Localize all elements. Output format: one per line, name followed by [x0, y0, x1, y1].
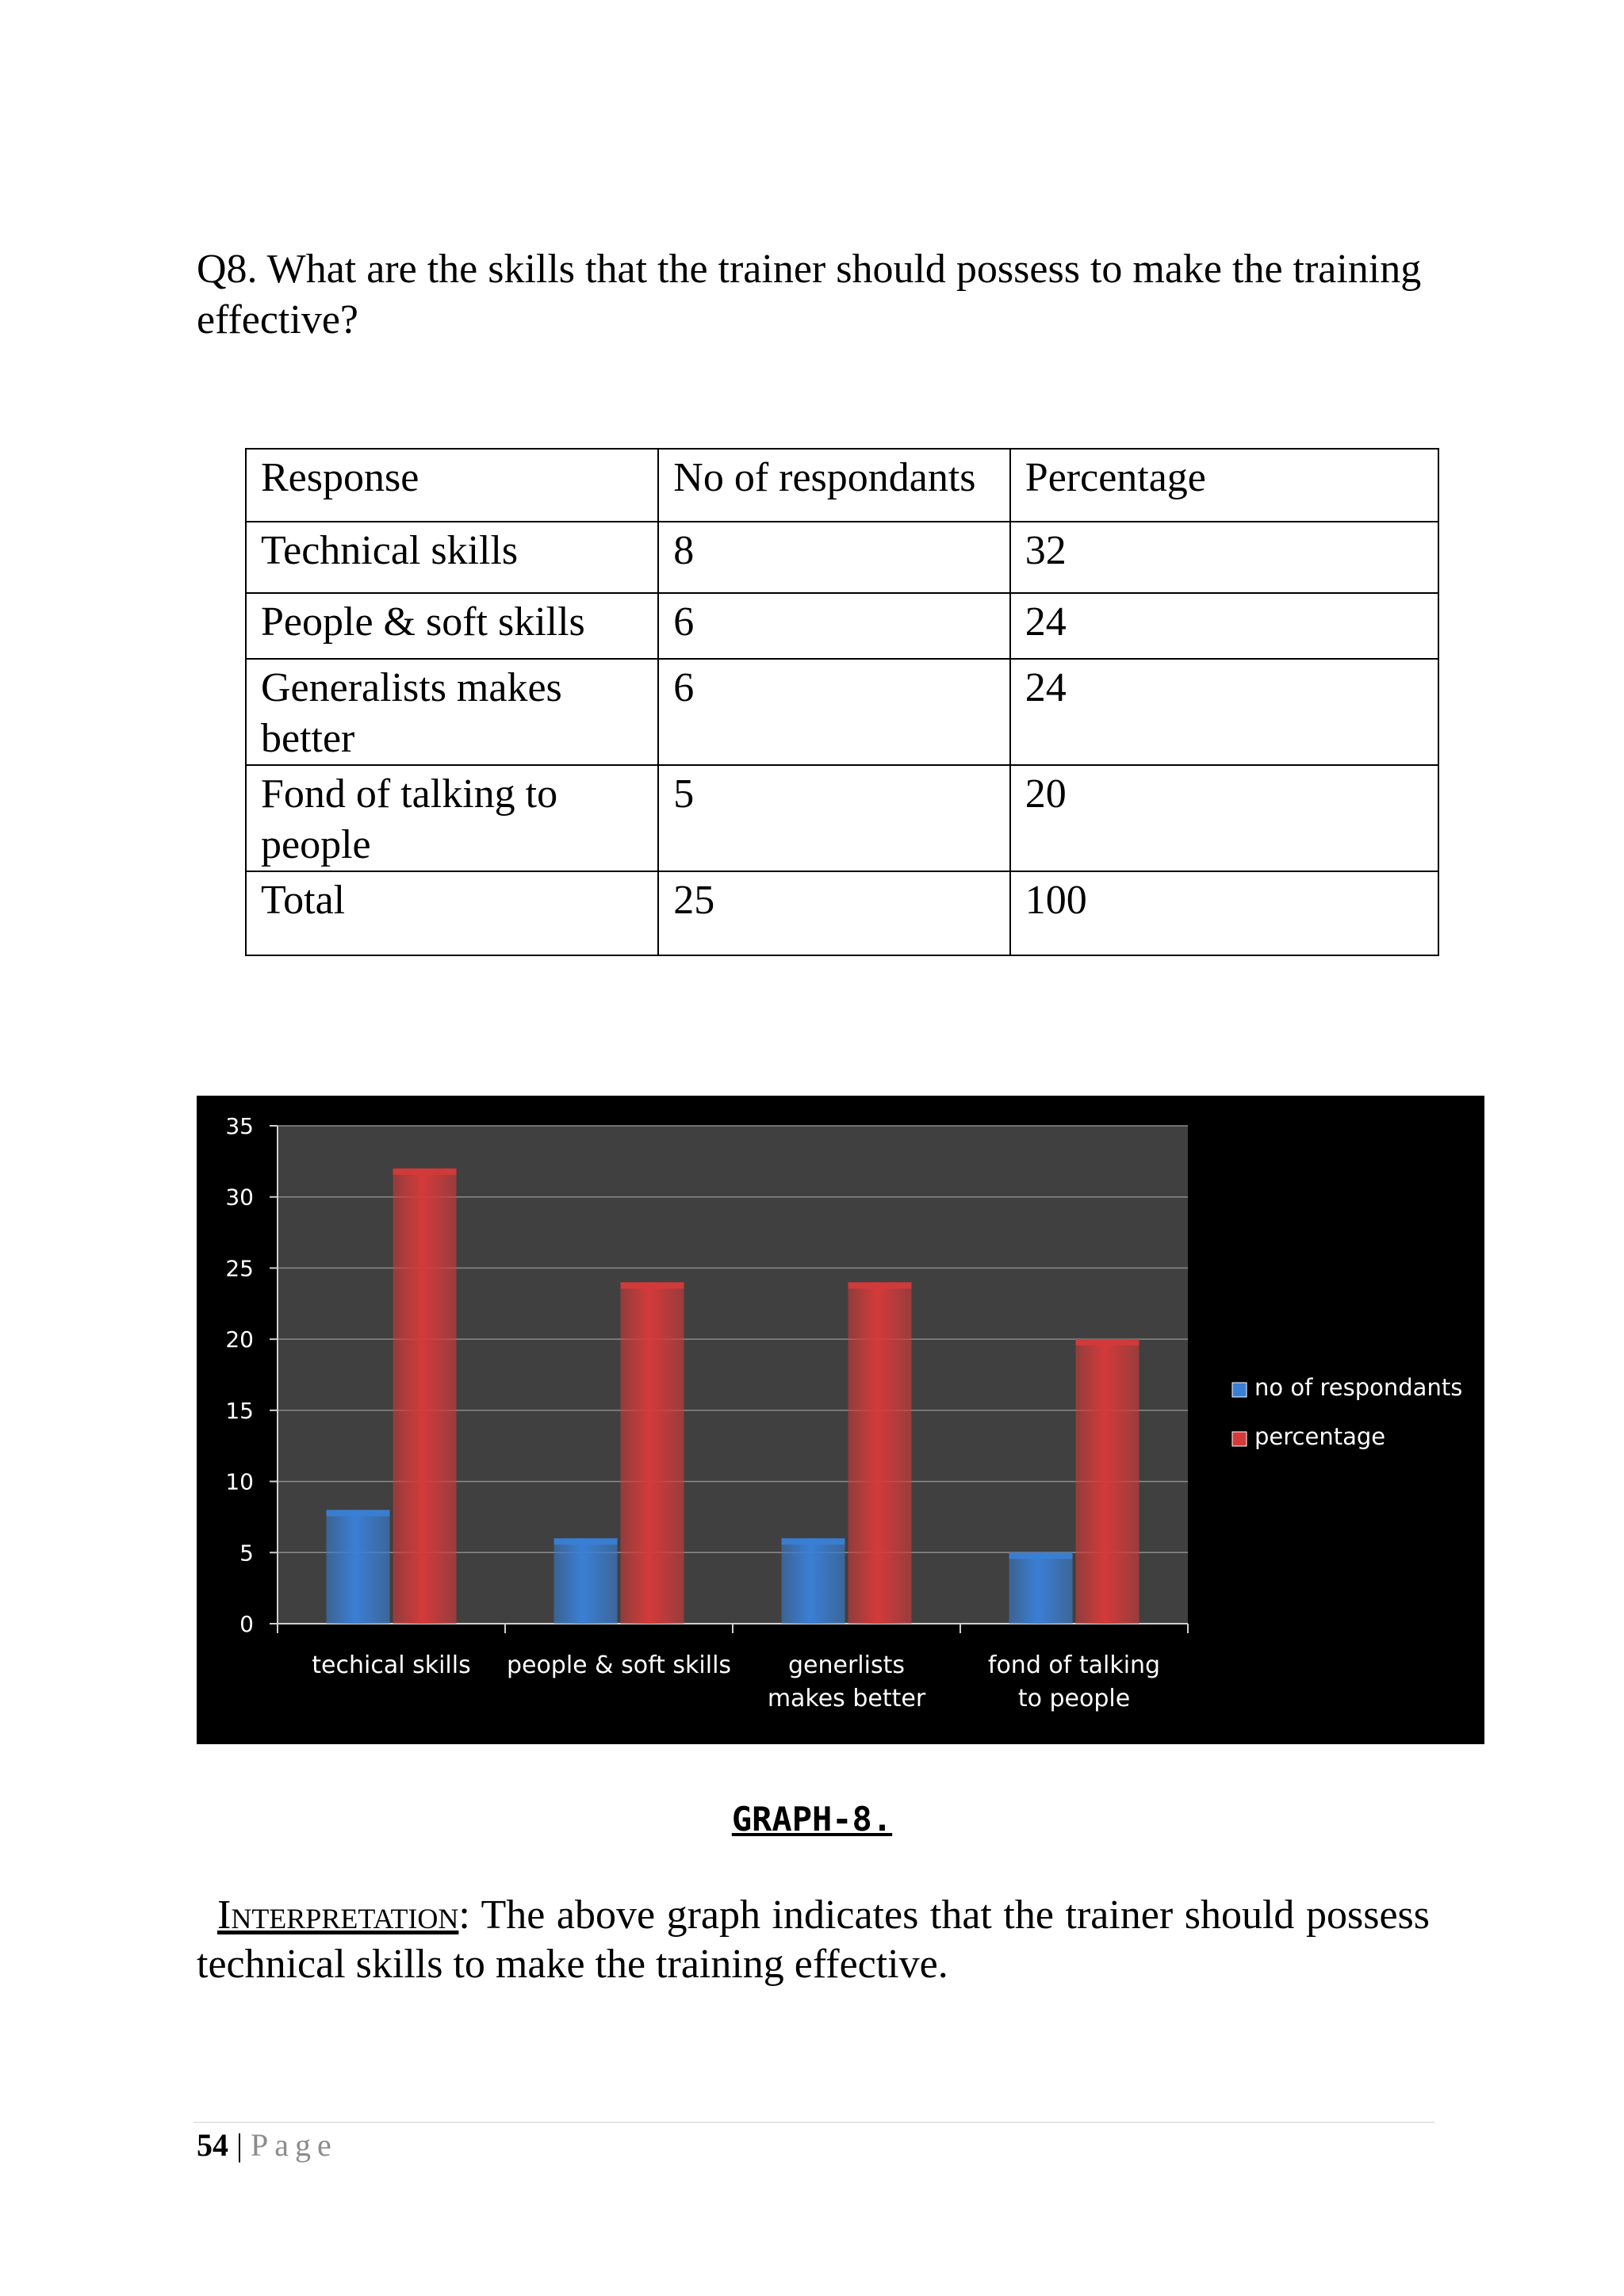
bar-percentage: [393, 1169, 457, 1624]
y-tick-label: 10: [225, 1468, 254, 1495]
cell-count: 5: [658, 765, 1010, 871]
bar-top-highlight: [1009, 1552, 1073, 1559]
y-tick-label: 15: [225, 1397, 254, 1424]
x-category-label: to people: [1017, 1685, 1131, 1712]
cell-count: 25: [658, 871, 1010, 955]
bar-top-highlight: [1076, 1339, 1139, 1345]
cell-count: 6: [658, 659, 1010, 765]
bar-percentage: [1076, 1339, 1139, 1624]
table-row: [246, 659, 1438, 765]
legend-swatch: [1232, 1383, 1247, 1397]
chart-svg: [197, 1096, 1484, 1744]
header-percentage: Percentage: [1010, 449, 1438, 522]
cell-response: Fond of talking to people: [246, 765, 658, 871]
y-tick-label: 5: [239, 1540, 254, 1567]
table-row: [246, 522, 1438, 593]
y-tick-label: 25: [225, 1255, 254, 1282]
cell-percentage: 24: [1010, 659, 1438, 765]
y-tick-label: 20: [225, 1326, 254, 1353]
page-label: Page: [251, 2127, 338, 2163]
bar-percentage: [848, 1282, 912, 1624]
question-text: Q8. What are the skills that the trainer should possess to make the training effective?: [197, 247, 1422, 342]
bar-percentage: [621, 1282, 684, 1624]
cell-percentage: 32: [1010, 522, 1438, 593]
y-tick-label: 0: [239, 1611, 254, 1637]
bar-chart: [197, 1096, 1484, 1744]
x-category-label: makes better: [767, 1685, 926, 1712]
footer-divider: [193, 2122, 1434, 2123]
header-response: Response: [246, 449, 658, 522]
bar-top-highlight: [554, 1538, 618, 1544]
table-total-row: [246, 871, 1438, 955]
table-header-row: [246, 449, 1438, 522]
y-tick-label: 30: [225, 1184, 254, 1211]
table-row: [246, 593, 1438, 659]
y-tick-label: 35: [225, 1113, 254, 1139]
header-respondants: No of respondants: [658, 449, 1010, 522]
graph-caption: GRAPH-8.: [731, 1800, 893, 1839]
bar-top-highlight: [327, 1510, 390, 1516]
cell-response: Generalists makes better: [246, 659, 658, 765]
bar-top-highlight: [782, 1538, 845, 1544]
bar-respondants: [782, 1538, 845, 1624]
bar-respondants: [1009, 1552, 1073, 1624]
interpretation-lead: Interpretation: [217, 1892, 459, 1938]
table-row: [246, 765, 1438, 871]
cell-count: 8: [658, 522, 1010, 593]
cell-response: Total: [246, 871, 658, 955]
x-category-label: generlists: [788, 1651, 905, 1679]
legend-swatch: [1232, 1432, 1247, 1446]
interpretation-text: : The above graph indicates that the trainer should possess technical skills to make the training effective.: [197, 1892, 1430, 1987]
cell-percentage: 100: [1010, 871, 1438, 955]
footer-separator: |: [228, 2127, 251, 2163]
bar-top-highlight: [621, 1282, 684, 1288]
cell-response: People & soft skills: [246, 593, 658, 659]
bar-respondants: [554, 1538, 618, 1624]
bar-top-highlight: [848, 1282, 912, 1288]
cell-percentage: 24: [1010, 593, 1438, 659]
response-table: [245, 448, 1439, 956]
x-category-label: people & soft skills: [506, 1651, 732, 1679]
cell-response: Technical skills: [246, 522, 658, 593]
bar-respondants: [327, 1510, 390, 1624]
x-category-label: fond of talking: [987, 1651, 1161, 1679]
bar-top-highlight: [393, 1169, 457, 1175]
cell-count: 6: [658, 593, 1010, 659]
legend-label: no of respondants: [1254, 1374, 1463, 1401]
cell-percentage: 20: [1010, 765, 1438, 871]
page-footer: [197, 2125, 338, 2166]
x-category-label: techical skills: [312, 1651, 471, 1679]
legend-label: percentage: [1254, 1423, 1386, 1450]
page-number: 54: [197, 2127, 228, 2163]
interpretation-paragraph: [197, 1891, 1430, 1989]
